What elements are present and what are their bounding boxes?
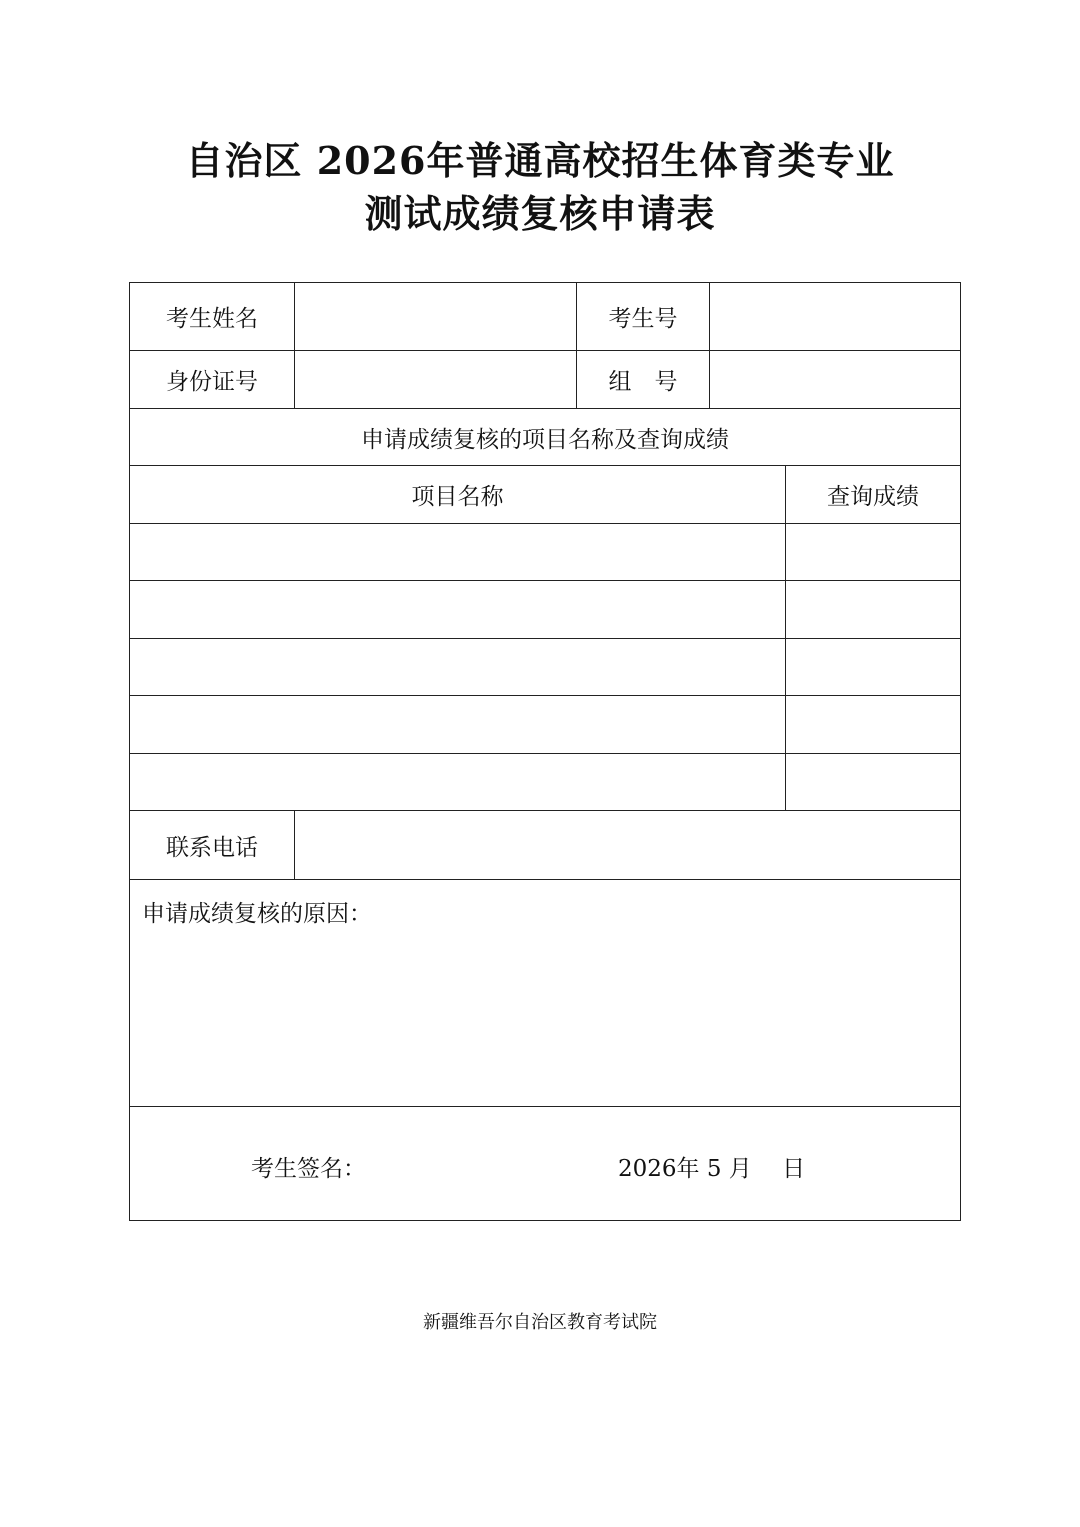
item-name-field[interactable] bbox=[130, 581, 785, 638]
signature-label: 考生签名： bbox=[251, 1156, 366, 1182]
exam-number-field[interactable] bbox=[710, 283, 960, 350]
score-field[interactable] bbox=[786, 754, 960, 810]
row-divider bbox=[130, 1106, 960, 1107]
score-field[interactable] bbox=[786, 524, 960, 580]
row-divider bbox=[130, 879, 960, 880]
id-number-label: 身份证号 bbox=[166, 369, 258, 395]
item-name-field[interactable] bbox=[130, 639, 785, 695]
issuer-footer: 新疆维吾尔自治区教育考试院 bbox=[423, 1312, 657, 1333]
item-name-field[interactable] bbox=[130, 524, 785, 580]
date-label: 2026年 5 月 日 bbox=[618, 1156, 806, 1182]
group-number-label: 组 号 bbox=[608, 369, 678, 395]
item-name-field[interactable] bbox=[130, 696, 785, 753]
reason-label: 申请成绩复核的原因： bbox=[142, 901, 372, 927]
form-title-line-2: 测试成绩复核申请表 bbox=[364, 191, 716, 236]
exam-number-label: 考生号 bbox=[608, 306, 678, 332]
application-form-table bbox=[129, 282, 961, 1221]
score-field[interactable] bbox=[786, 696, 960, 753]
id-number-field[interactable] bbox=[295, 351, 576, 408]
phone-label: 联系电话 bbox=[166, 834, 258, 861]
form-title-line-1: 自治区 2026年普通高校招生体育类专业 bbox=[185, 138, 895, 183]
group-number-field[interactable] bbox=[710, 351, 960, 408]
item-name-field[interactable] bbox=[130, 754, 785, 810]
candidate-name-field[interactable] bbox=[295, 283, 576, 350]
score-column-header: 查询成绩 bbox=[827, 484, 919, 510]
section-header: 申请成绩复核的项目名称及查询成绩 bbox=[361, 426, 729, 453]
item-name-column-header: 项目名称 bbox=[411, 484, 504, 510]
phone-field[interactable] bbox=[295, 811, 960, 879]
candidate-name-label: 考生姓名 bbox=[166, 306, 258, 332]
score-field[interactable] bbox=[786, 639, 960, 695]
score-field[interactable] bbox=[786, 581, 960, 638]
signature-field[interactable] bbox=[370, 1141, 570, 1181]
reason-field[interactable] bbox=[142, 895, 942, 1095]
